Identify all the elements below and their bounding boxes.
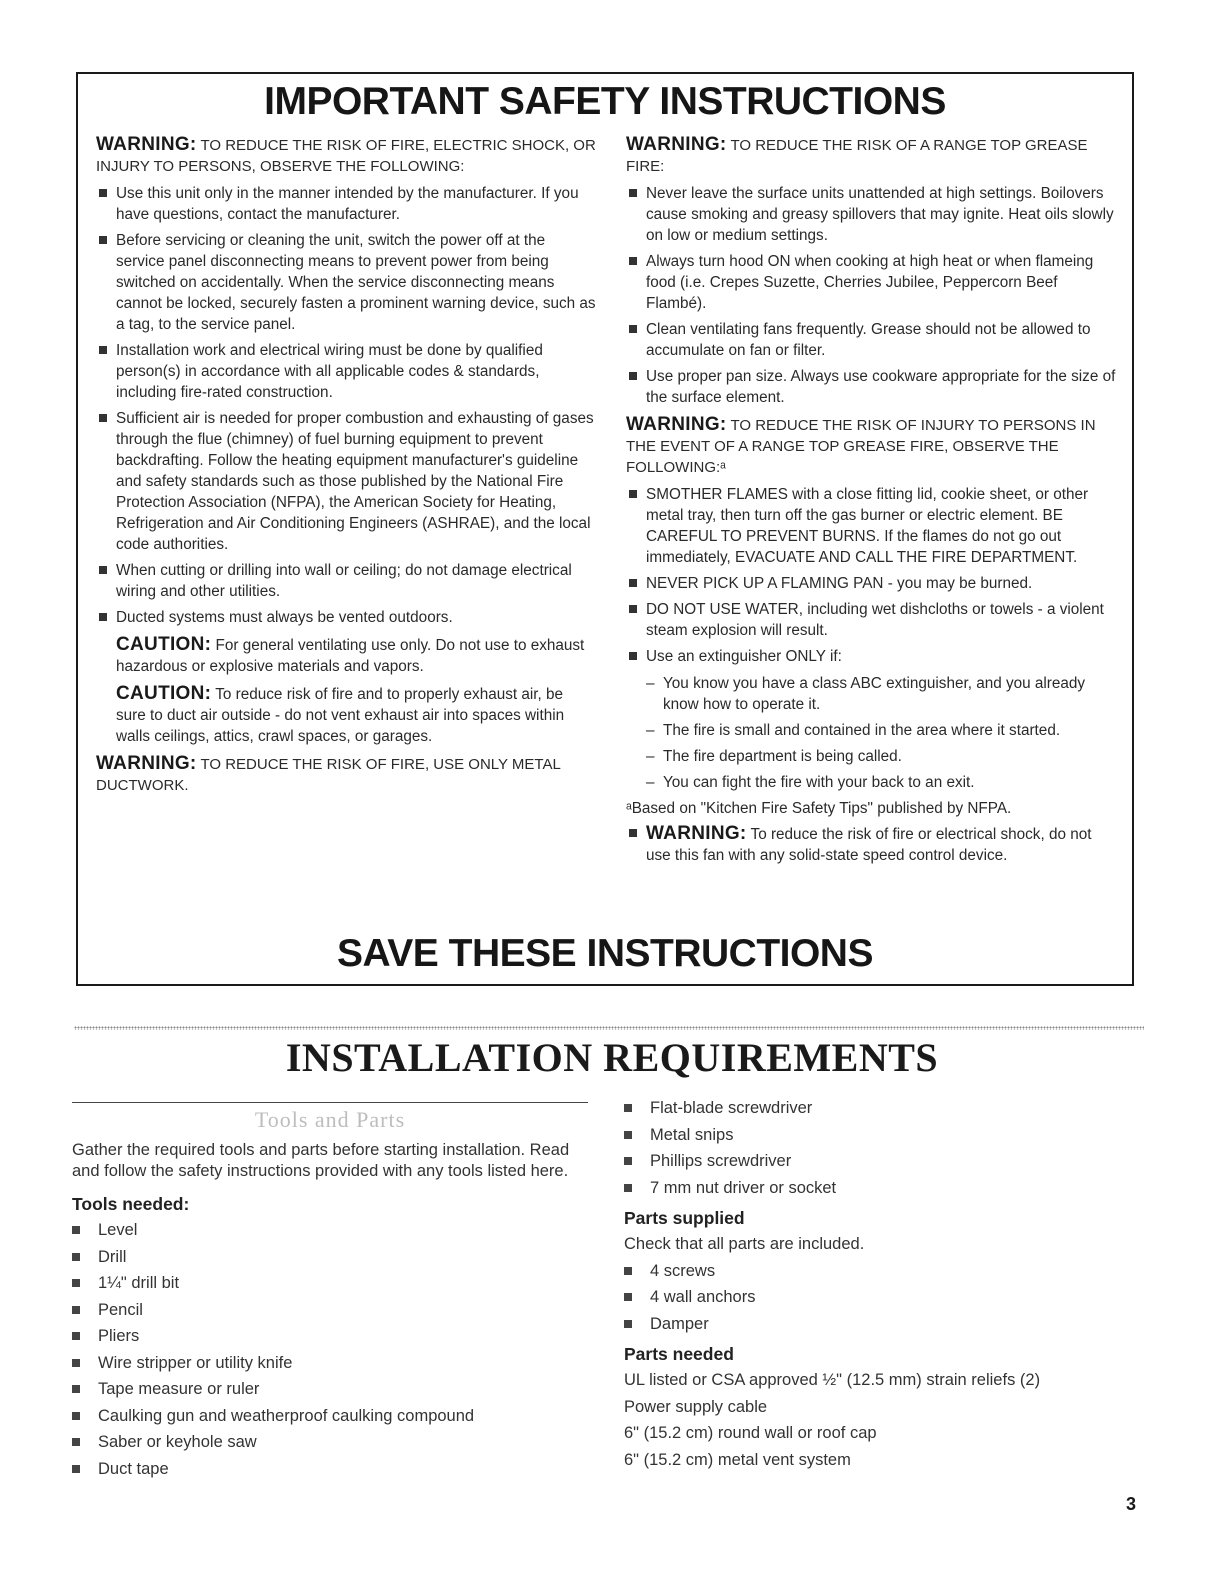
- square-bullet-icon: [629, 257, 637, 265]
- list-item: Use an extinguisher ONLY if:: [626, 646, 1120, 667]
- tools-needed-heading: Tools needed:: [72, 1194, 190, 1214]
- list-item: Level: [72, 1220, 588, 1247]
- square-bullet-icon: [72, 1332, 80, 1340]
- safety-left-list: [96, 183, 596, 628]
- list-item: Tape measure or ruler: [72, 1379, 588, 1406]
- list-item: Use proper pan size. Always use cookware appropriate for the size of the surface element.: [626, 366, 1120, 408]
- parts-needed-item: Power supply cable: [624, 1397, 768, 1416]
- list-item: Damper: [624, 1314, 1144, 1341]
- injury-list: [626, 484, 1120, 667]
- safety-instructions-box: [76, 72, 1134, 986]
- list-item: NEVER PICK UP A FLAMING PAN - you may be burned.: [626, 573, 1120, 594]
- parts-supplied-intro: Check that all parts are included.: [624, 1235, 865, 1253]
- square-bullet-icon: [72, 1226, 80, 1234]
- extinguisher-conditions-list: [626, 673, 1120, 793]
- warning-metal-ductwork: [96, 753, 596, 796]
- square-bullet-icon: [72, 1306, 80, 1314]
- tools-and-parts-heading: Tools and Parts: [254, 1107, 406, 1132]
- warning-injury: [626, 414, 1120, 478]
- square-bullet-icon: [629, 490, 637, 498]
- save-instructions-title: SAVE THESE INSTRUCTIONS: [336, 932, 873, 975]
- warning-text: TO REDUCE THE RISK OF FIRE, ELECTRIC SHOCK, OR INJURY TO PERSONS, OBSERVE THE FOLLOWING:: [96, 137, 596, 175]
- square-bullet-icon: [99, 236, 107, 244]
- dash-mark: –: [646, 675, 655, 692]
- list-item: 1¼" drill bit: [72, 1273, 588, 1300]
- warning-fire-shock: [96, 134, 596, 177]
- list-item: Flat-blade screwdriver: [624, 1098, 1144, 1125]
- list-item: Pliers: [72, 1326, 588, 1353]
- square-bullet-icon: [624, 1157, 632, 1165]
- list-item: Installation work and electrical wiring must be done by qualified person(s) in accordance with all applicable codes & standards, including fire-rated construction.: [96, 340, 596, 403]
- warning-text: To reduce the risk of fire or electrical shock, do not use this fan with any solid-state speed control device.: [646, 826, 1092, 864]
- list-item: Clean ventilating fans frequently. Grease should not be allowed to accumulate on fan or filter.: [626, 319, 1120, 361]
- list-item: Wire stripper or utility knife: [72, 1353, 588, 1380]
- list-item: – The fire department is being called.: [646, 748, 902, 765]
- list-item: – The fire is small and contained in the area where it started.: [646, 722, 1061, 739]
- tools-needed-list: [72, 1220, 588, 1485]
- list-item: Pencil: [72, 1300, 588, 1327]
- list-item: Ducted systems must always be vented outdoors.: [96, 607, 596, 628]
- warning-text: TO REDUCE THE RISK OF A RANGE TOP GREASE FIRE:: [626, 137, 1088, 175]
- dash-mark: –: [646, 722, 655, 739]
- list-item: Sufficient air is needed for proper combustion and exhausting of gases through the flue (chimney) of fuel burning equipment to prevent backdrafting. Follow the heating equipment manufacturer's guideline and safety standards such as those published by the National Fire Protection Association (NFPA), the American Society for Heating, Refrigeration and Air Conditioning Engineers (ASHRAE), and the local code authorities.: [96, 408, 596, 555]
- square-bullet-icon: [624, 1267, 632, 1275]
- tools-intro: Gather the required tools and parts before starting installation. Read and follow the safety instructions provided with any tools listed here.: [72, 1141, 570, 1180]
- square-bullet-icon: [72, 1385, 80, 1393]
- square-bullet-icon: [624, 1184, 632, 1192]
- installation-title: INSTALLATION REQUIREMENTS: [285, 1035, 939, 1080]
- section-rule: [72, 1102, 588, 1103]
- tools-needed-list-continued: [624, 1098, 1144, 1204]
- parts-needed-heading: Parts needed: [624, 1344, 734, 1364]
- warning-label: WARNING:: [96, 753, 197, 774]
- square-bullet-icon: [99, 189, 107, 197]
- list-item: 7 mm nut driver or socket: [624, 1178, 1144, 1205]
- list-item: When cutting or drilling into wall or ceiling; do not damage electrical wiring and other utilities.: [96, 560, 596, 602]
- square-bullet-icon: [72, 1359, 80, 1367]
- square-bullet-icon: [629, 579, 637, 587]
- square-bullet-icon: [629, 652, 637, 660]
- safety-left-column: [96, 134, 596, 802]
- caution-duct-outside: [116, 683, 596, 747]
- square-bullet-icon: [72, 1465, 80, 1473]
- grease-fire-list: [626, 183, 1120, 408]
- warning-label: WARNING:: [626, 134, 727, 155]
- caution-text: For general ventilating use only. Do not use to exhaust hazardous or explosive materials and vapors.: [116, 637, 585, 675]
- warning-speed-control: [626, 823, 1120, 866]
- square-bullet-icon: [624, 1104, 632, 1112]
- list-item: – You can fight the fire with your back to an exit.: [646, 774, 975, 791]
- list-item: DO NOT USE WATER, including wet dishcloths or towels - a violent steam explosion will result.: [626, 599, 1120, 641]
- list-item: Caulking gun and weatherproof caulking compound: [72, 1406, 588, 1433]
- square-bullet-icon: [624, 1131, 632, 1139]
- dash-mark: –: [646, 748, 655, 765]
- parts-needed-item: 6" (15.2 cm) metal vent system: [624, 1450, 851, 1469]
- list-item: Saber or keyhole saw: [72, 1432, 588, 1459]
- warning-text: TO REDUCE THE RISK OF INJURY TO PERSONS IN THE EVENT OF A RANGE TOP GREASE FIRE, OBSERVE THE FOLLOWING:ᵃ: [626, 417, 1096, 476]
- tools-left-column: [72, 1098, 588, 1485]
- parts-needed-item: UL listed or CSA approved ½" (12.5 mm) strain reliefs (2): [624, 1371, 1041, 1389]
- list-item: SMOTHER FLAMES with a close fitting lid, cookie sheet, or other metal tray, then turn off the gas burner or electric element. BE CAREFUL TO PREVENT BURNS. If the flames do not go out immediately, EVACUATE AND CALL THE FIRE DEPARTMENT.: [626, 484, 1120, 568]
- list-item: Use this unit only in the manner intended by the manufacturer. If you have questions, contact the manufacturer.: [96, 183, 596, 225]
- list-item: Drill: [72, 1247, 588, 1274]
- square-bullet-icon: [72, 1438, 80, 1446]
- square-bullet-icon: [624, 1293, 632, 1301]
- square-bullet-icon: [72, 1412, 80, 1420]
- list-item: 4 wall anchors: [624, 1287, 1144, 1314]
- square-bullet-icon: [99, 613, 107, 621]
- list-item: Before servicing or cleaning the unit, switch the power off at the service panel disconnecting means to prevent power from being switched on accidentally. When the service disconnecting means cannot be locked, securely fasten a prominent warning device, such as a tag, to the service panel.: [96, 230, 596, 335]
- parts-needed-item: 6" (15.2 cm) round wall or roof cap: [624, 1424, 877, 1442]
- list-item: – You know you have a class ABC extinguisher, and you already know how to operate it.: [646, 675, 1086, 713]
- list-item: Duct tape: [72, 1459, 588, 1486]
- square-bullet-icon: [99, 346, 107, 354]
- list-item: Phillips screwdriver: [624, 1151, 1144, 1178]
- square-bullet-icon: [99, 414, 107, 422]
- square-bullet-icon: [629, 605, 637, 613]
- caution-ventilating: [116, 634, 596, 677]
- square-bullet-icon: [72, 1253, 80, 1261]
- list-item: Never leave the surface units unattended at high settings. Boilovers cause smoking and greasy spillovers that may ignite. Heat oils slowly on low or medium settings.: [626, 183, 1120, 246]
- square-bullet-icon: [629, 829, 637, 837]
- caution-label: CAUTION:: [116, 634, 212, 655]
- list-item: Metal snips: [624, 1125, 1144, 1152]
- warning-label: WARNING:: [626, 414, 727, 435]
- parts-supplied-list: [624, 1261, 1144, 1341]
- dotted-divider: [74, 1026, 1144, 1030]
- square-bullet-icon: [99, 566, 107, 574]
- caution-label: CAUTION:: [116, 683, 212, 704]
- list-item: Always turn hood ON when cooking at high heat or when flameing food (i.e. Crepes Suzette, Cherries Jubilee, Peppercorn Beef Flambé).: [626, 251, 1120, 314]
- safety-right-column: [626, 134, 1120, 866]
- parts-supplied-heading: Parts supplied: [624, 1208, 745, 1228]
- caution-text: To reduce risk of fire and to properly exhaust air, be sure to duct air outside - do not vent exhaust air into spaces within walls ceilings, attics, crawl spaces, or garages.: [116, 686, 565, 745]
- square-bullet-icon: [629, 325, 637, 333]
- tools-right-column: [624, 1098, 1144, 1476]
- warning-text: TO REDUCE THE RISK OF FIRE, USE ONLY METAL DUCTWORK.: [96, 756, 561, 794]
- square-bullet-icon: [624, 1320, 632, 1328]
- page-number: 3: [1126, 1494, 1137, 1514]
- square-bullet-icon: [72, 1279, 80, 1287]
- warning-grease-fire: [626, 134, 1120, 177]
- square-bullet-icon: [629, 189, 637, 197]
- safety-title: IMPORTANT SAFETY INSTRUCTIONS: [264, 80, 946, 123]
- nfpa-footnote: ᵃBased on "Kitchen Fire Safety Tips" published by NFPA.: [626, 800, 1012, 817]
- warning-label: WARNING:: [646, 823, 747, 844]
- dash-mark: –: [646, 774, 655, 791]
- list-item: 4 screws: [624, 1261, 1144, 1288]
- square-bullet-icon: [629, 372, 637, 380]
- warning-label: WARNING:: [96, 134, 197, 155]
